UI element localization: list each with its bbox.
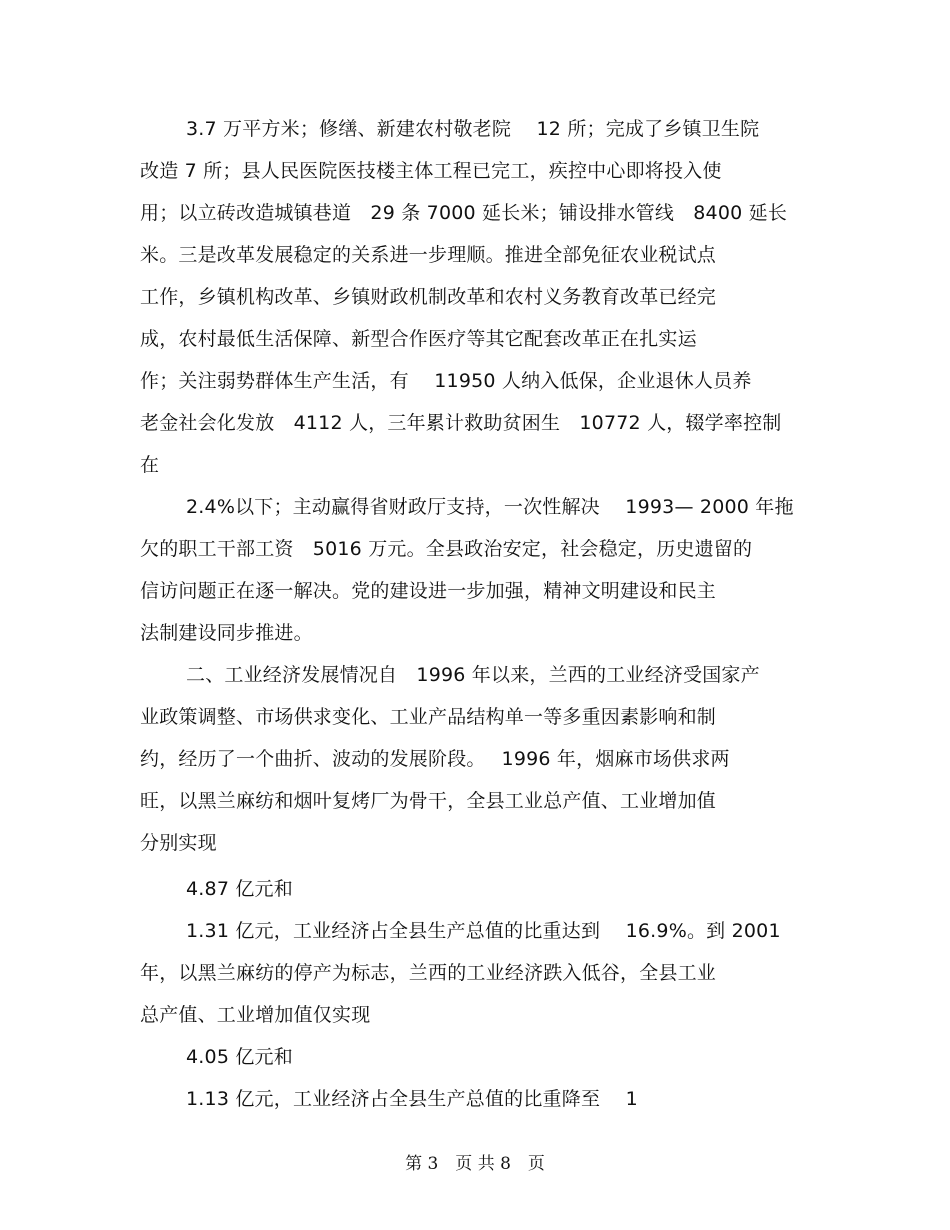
text-line: 2.4%以下；主动赢得省财政厅支持，一次性解决 1993— 2000 年拖 [186, 496, 794, 518]
text-line: 业政策调整、市场供求变化、工业产品结构单一等多重因素影响和制 [140, 706, 717, 728]
text-line: 米。三是改革发展稳定的关系进一步理顺。推进全部免征农业税试点 [140, 244, 717, 266]
text-line: 改造 7 所；县人民医院医技楼主体工程已完工，疾控中心即将投入使 [140, 160, 722, 182]
text-line: 1.13 亿元，工业经济占全县生产总值的比重降至 1 [186, 1088, 638, 1110]
text-line: 信访问题正在逐一解决。党的建设进一步加强，精神文明建设和民主 [140, 580, 717, 602]
text-line: 约，经历了一个曲折、波动的发展阶段。 1996 年，烟麻市场供求两 [140, 748, 730, 770]
text-line: 在 [140, 454, 160, 476]
page-number-footer: 第 3 页 共 8 页 [405, 1154, 545, 1174]
text-line: 用；以立砖改造城镇巷道 29 条 7000 延长米；铺设排水管线 8400 延长 [140, 202, 788, 224]
text-line: 法制建设同步推进。 [140, 622, 313, 644]
text-line: 分别实现 [140, 832, 217, 854]
text-line: 4.05 亿元和 [186, 1046, 293, 1068]
text-line: 1.31 亿元，工业经济占全县生产总值的比重达到 16.9%。到 2001 [186, 920, 781, 942]
text-line: 欠的职工干部工资 5016 万元。全县政治安定，社会稳定，历史遗留的 [140, 538, 753, 560]
text-line: 4.87 亿元和 [186, 878, 293, 900]
text-line: 老金社会化发放 4112 人，三年累计救助贫困生 10772 人，辍学率控制 [140, 412, 782, 434]
text-line: 工作，乡镇机构改革、乡镇财政机制改革和农村义务教育改革已经完 [140, 286, 717, 308]
text-line: 年，以黑兰麻纺的停产为标志，兰西的工业经济跌入低谷，全县工业 [140, 962, 717, 984]
text-line: 旺，以黑兰麻纺和烟叶复烤厂为骨干，全县工业总产值、工业增加值 [140, 790, 717, 812]
text-line: 总产值、工业增加值仅实现 [140, 1004, 371, 1026]
text-line: 二、工业经济发展情况自 1996 年以来，兰西的工业经济受国家产 [186, 664, 760, 686]
text-line: 成，农村最低生活保障、新型合作医疗等其它配套改革正在扎实运 [140, 328, 697, 350]
text-line: 作；关注弱势群体生产生活，有 11950 人纳入低保，企业退休人员养 [140, 370, 752, 392]
text-line: 3.7 万平方米；修缮、新建农村敬老院 12 所；完成了乡镇卫生院 [186, 118, 760, 140]
